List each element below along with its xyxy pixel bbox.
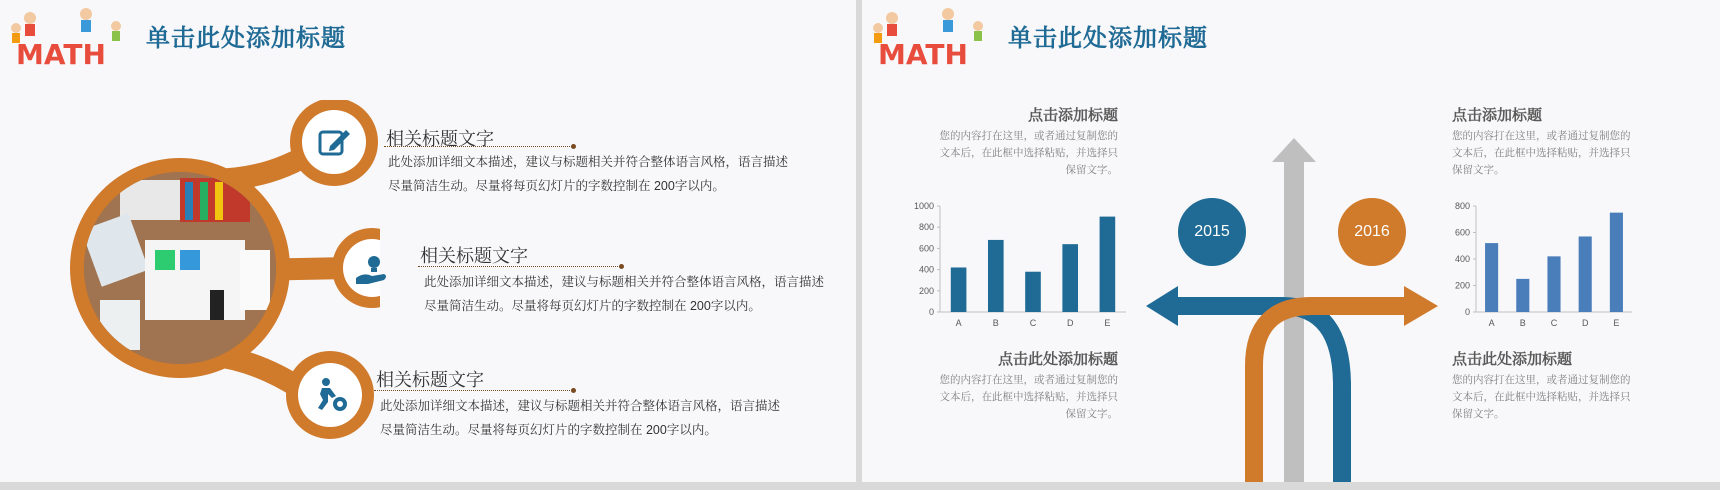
right-chart-x-tick-label: D [1581,318,1589,328]
item-3-desc[interactable]: 此处添加详细文本描述，建议与标题相关并符合整体语言风格，语言描述尽量简洁生动。尽量将每页幻灯片的字数控制在 200字以内。 [380,399,781,437]
right-chart-bar [1516,279,1529,312]
left-chart-x-tick-label: B [992,318,999,328]
bottom-left-desc[interactable]: 您的内容打在这里，或者通过复制您的文本后，在此框中选择粘贴，并选择只保留文字。 [939,374,1118,420]
right-chart-bar [1610,213,1623,312]
item-2-divider-dot [619,264,624,269]
right-chart-y-tick-label: 600 [1454,227,1470,238]
edit-icon [316,124,352,160]
left-chart-y-tick-label: 400 [918,264,934,275]
right-chart-x-tick-label: A [1488,318,1495,328]
item-1-title[interactable]: 相关标题文字 [386,129,494,149]
bottom-right-title[interactable]: 点击此处添加标题 [1452,351,1573,368]
item-1-desc[interactable]: 此处添加详细文本描述，建议与标题相关并符合整体语言风格，语言描述尽量简洁生动。尽量将每页幻灯片的字数控制在 200字以内。 [388,155,789,193]
bar-chart-left [902,200,1132,334]
item-3-divider-dot [571,388,576,393]
svg-text:MATH: MATH [16,38,106,70]
slide-right [862,0,1720,482]
top-right-title[interactable]: 点击添加标题 [1452,107,1543,124]
slide-left [0,0,856,482]
idea-hand-icon [354,252,390,288]
item-3-title[interactable]: 相关标题文字 [376,370,484,390]
right-chart-y-tick-label: 800 [1454,201,1470,211]
right-chart-y-tick-label: 400 [1454,254,1470,264]
bottom-left-title[interactable]: 点击此处添加标题 [997,351,1118,368]
left-chart-x-tick-label: C [1029,318,1037,328]
item-3-divider [374,390,574,391]
left-chart-bar [951,267,967,312]
growth-gear-icon [312,376,350,414]
right-chart-bar [1579,236,1592,312]
year-2015-badge: 2015 [1178,198,1246,266]
left-chart-bar [1100,217,1116,312]
left-chart-y-tick-label: 800 [918,222,934,233]
page-title[interactable]: 单击此处添加标题 [146,25,346,52]
right-chart-bar [1547,256,1560,312]
math-kids-logo [870,4,994,70]
bottom-right-desc[interactable]: 您的内容打在这里，或者通过复制您的文本后，在此框中选择粘贴，并选择只保留文字。 [1452,374,1631,420]
top-left-desc[interactable]: 您的内容打在这里，或者通过复制您的文本后，在此框中选择粘贴，并选择只保留文字。 [939,130,1118,176]
right-chart-y-tick-label: 200 [1454,280,1470,291]
item-1-divider [384,146,574,147]
right-chart-x-tick-label: C [1550,318,1558,328]
item-1-divider-dot [571,144,576,149]
left-chart-x-tick-label: D [1066,318,1074,328]
left-chart-bar [1062,244,1078,312]
left-chart-y-tick-label: 600 [918,243,934,254]
svg-text:MATH: MATH [878,38,968,70]
item-2-divider [418,266,622,267]
left-chart-x-tick-label: E [1104,318,1111,328]
left-chart-x-tick-label: A [955,318,962,328]
item-2-title[interactable]: 相关标题文字 [420,246,528,266]
math-kids-logo [8,4,132,70]
top-left-title[interactable]: 点击添加标题 [1027,107,1118,124]
right-chart-y-tick-label: 0 [1464,307,1470,317]
left-chart-bar [988,240,1004,312]
left-chart-y-tick-label: 1000 [913,201,934,211]
right-chart-x-tick-label: E [1613,318,1620,328]
bar-chart-right [1438,200,1638,334]
right-chart-bar [1485,243,1498,312]
item-2-desc[interactable]: 此处添加详细文本描述，建议与标题相关并符合整体语言风格，语言描述尽量简洁生动。尽量将每页幻灯片的字数控制在 200字以内。 [424,275,825,313]
page-title[interactable]: 单击此处添加标题 [1008,25,1208,52]
right-chart-x-tick-label: B [1519,318,1526,328]
left-chart-y-tick-label: 0 [928,307,934,317]
crossroads-arrows [1142,136,1442,482]
year-2016-badge: 2016 [1338,198,1406,266]
top-right-desc[interactable]: 您的内容打在这里，或者通过复制您的文本后，在此框中选择粘贴，并选择只保留文字。 [1452,130,1631,176]
left-chart-y-tick-label: 200 [918,285,934,296]
left-chart-bar [1025,272,1041,312]
